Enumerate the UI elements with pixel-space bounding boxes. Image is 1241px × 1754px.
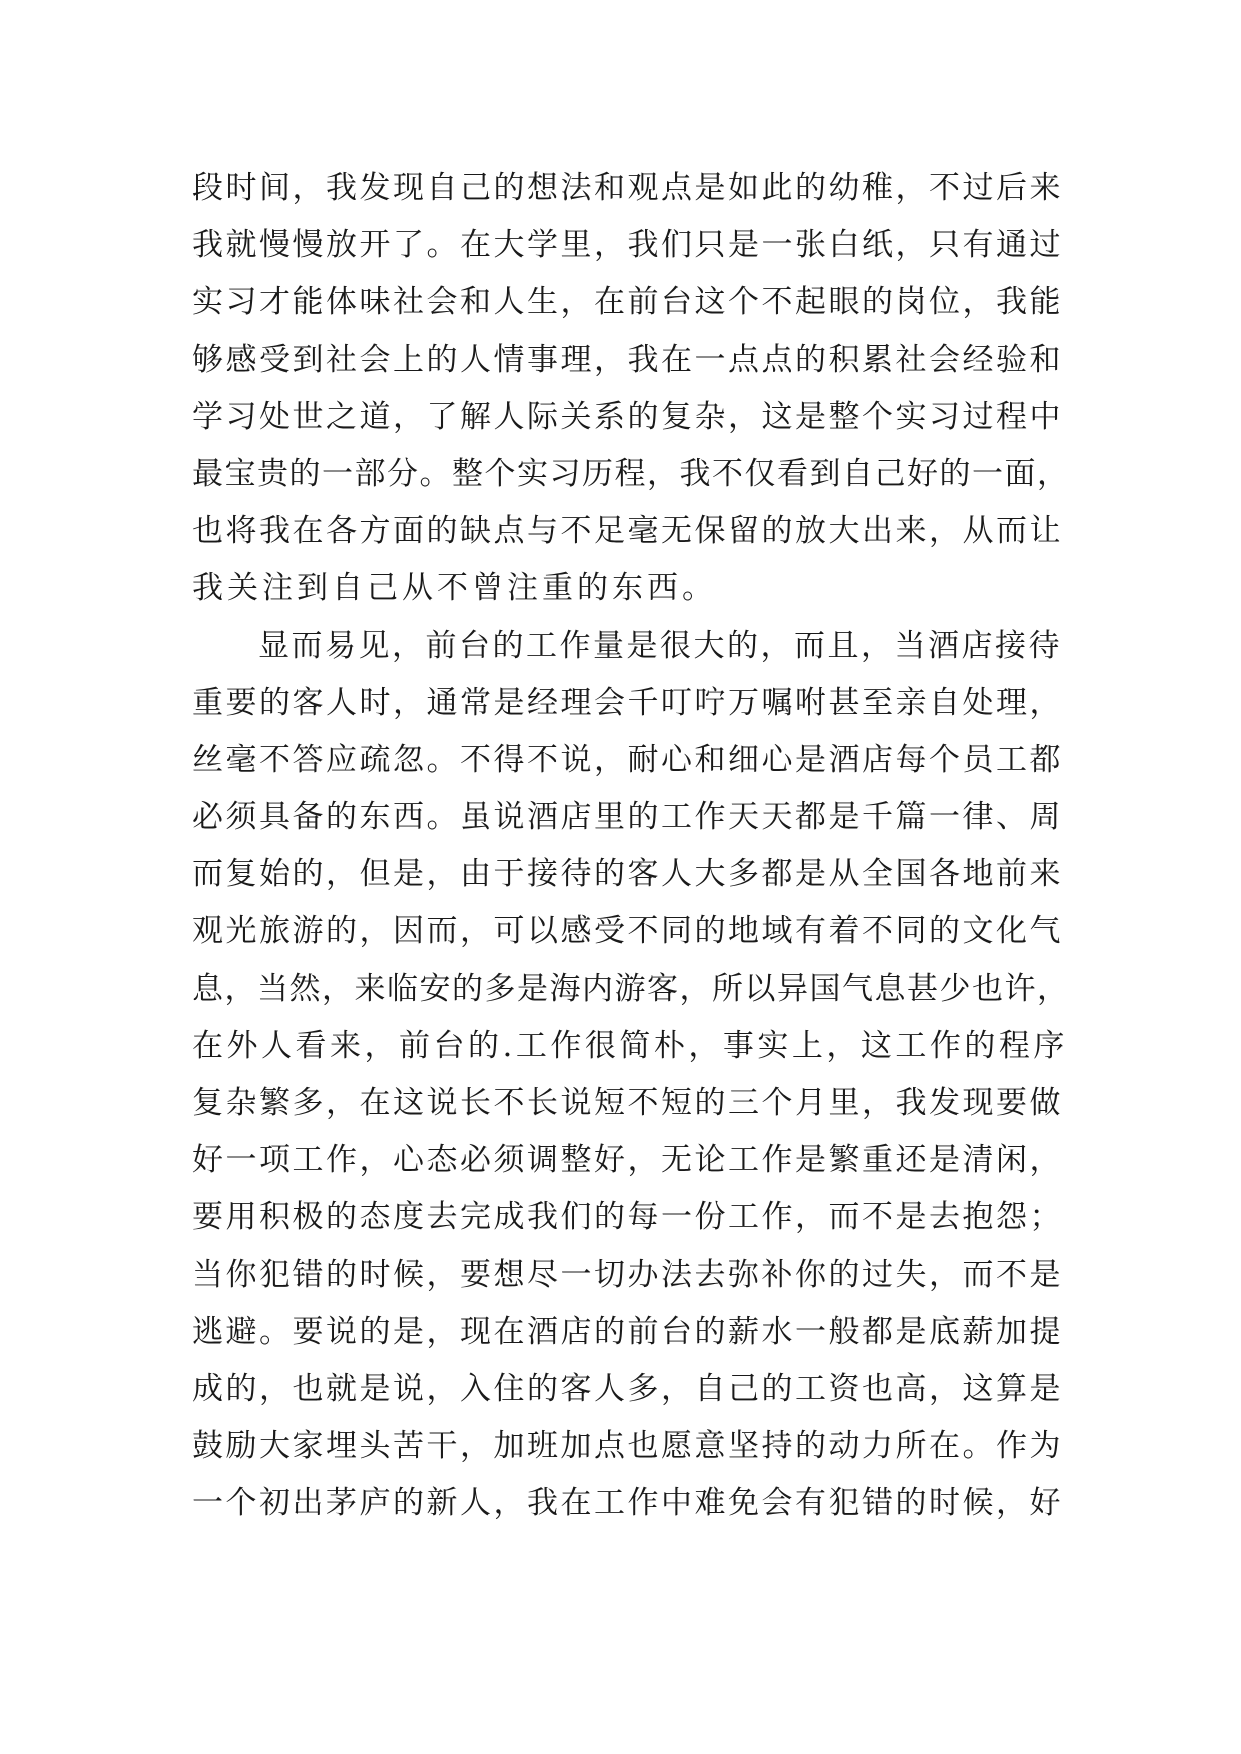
text-line: 我关注到自己从不曾注重的东西。 <box>192 570 717 607</box>
text-line: 显而易见，前台的工作量是很大的，而且，当酒店接待 <box>258 627 1062 664</box>
text-line: 重要的客人时，通常是经理会千叮咛万嘱咐甚至亲自处理， <box>192 684 1063 721</box>
text-line: 要用积极的态度去完成我们的每一份工作，而不是去抱怨； <box>192 1199 1063 1236</box>
text-line: 逃避。要说的是，现在酒店的前台的薪水一般都是底薪加提 <box>192 1313 1063 1350</box>
text-line: 实习才能体味社会和人生，在前台这个不起眼的岗位，我能 <box>192 284 1063 321</box>
text-line: 而复始的，但是，由于接待的客人大多都是从全国各地前来 <box>192 856 1063 893</box>
text-line: 一个初出茅庐的新人，我在工作中难免会有犯错的时候，好 <box>192 1485 1063 1522</box>
text-line: 好一项工作，心态必须调整好，无论工作是繁重还是清闲， <box>192 1142 1063 1179</box>
body-text <box>192 160 1072 1533</box>
text-line: 学习处世之道，了解人际关系的复杂，这是整个实习过程中 <box>192 398 1063 435</box>
text-line: 在外人看来，前台的.工作很简朴，事实上，这工作的程序 <box>192 1027 1068 1064</box>
text-line: 息，当然，来临安的多是海内游客，所以异国气息甚少也许， <box>192 970 1070 1007</box>
text-line: 段时间，我发现自己的想法和观点是如此的幼稚，不过后来 <box>192 170 1063 206</box>
text-line: 观光旅游的，因而，可以感受不同的地域有着不同的文化气 <box>192 913 1063 950</box>
text-line: 当你犯错的时候，要想尽一切办法去弥补你的过失，而不是 <box>192 1256 1063 1293</box>
text-line: 也将我在各方面的缺点与不足毫无保留的放大出来，从而让 <box>192 513 1063 550</box>
text-line: 够感受到社会上的人情事理，我在一点点的积累社会经验和 <box>192 341 1063 378</box>
text-line: 成的，也就是说，入住的客人多，自己的工资也高，这算是 <box>192 1370 1063 1407</box>
text-line: 丝毫不答应疏忽。不得不说，耐心和细心是酒店每个员工都 <box>192 741 1063 778</box>
text-line: 必须具备的东西。虽说酒店里的工作天天都是千篇一律、周 <box>192 799 1063 836</box>
text-line: 鼓励大家埋头苦干，加班加点也愿意坚持的动力所在。作为 <box>192 1428 1063 1465</box>
text-line: 最宝贵的一部分。整个实习历程，我不仅看到自己好的一面， <box>192 455 1070 492</box>
text-line: 复杂繁多，在这说长不长说短不短的三个月里，我发现要做 <box>192 1085 1063 1121</box>
text-line: 我就慢慢放开了。在大学里，我们只是一张白纸，只有通过 <box>192 227 1063 264</box>
